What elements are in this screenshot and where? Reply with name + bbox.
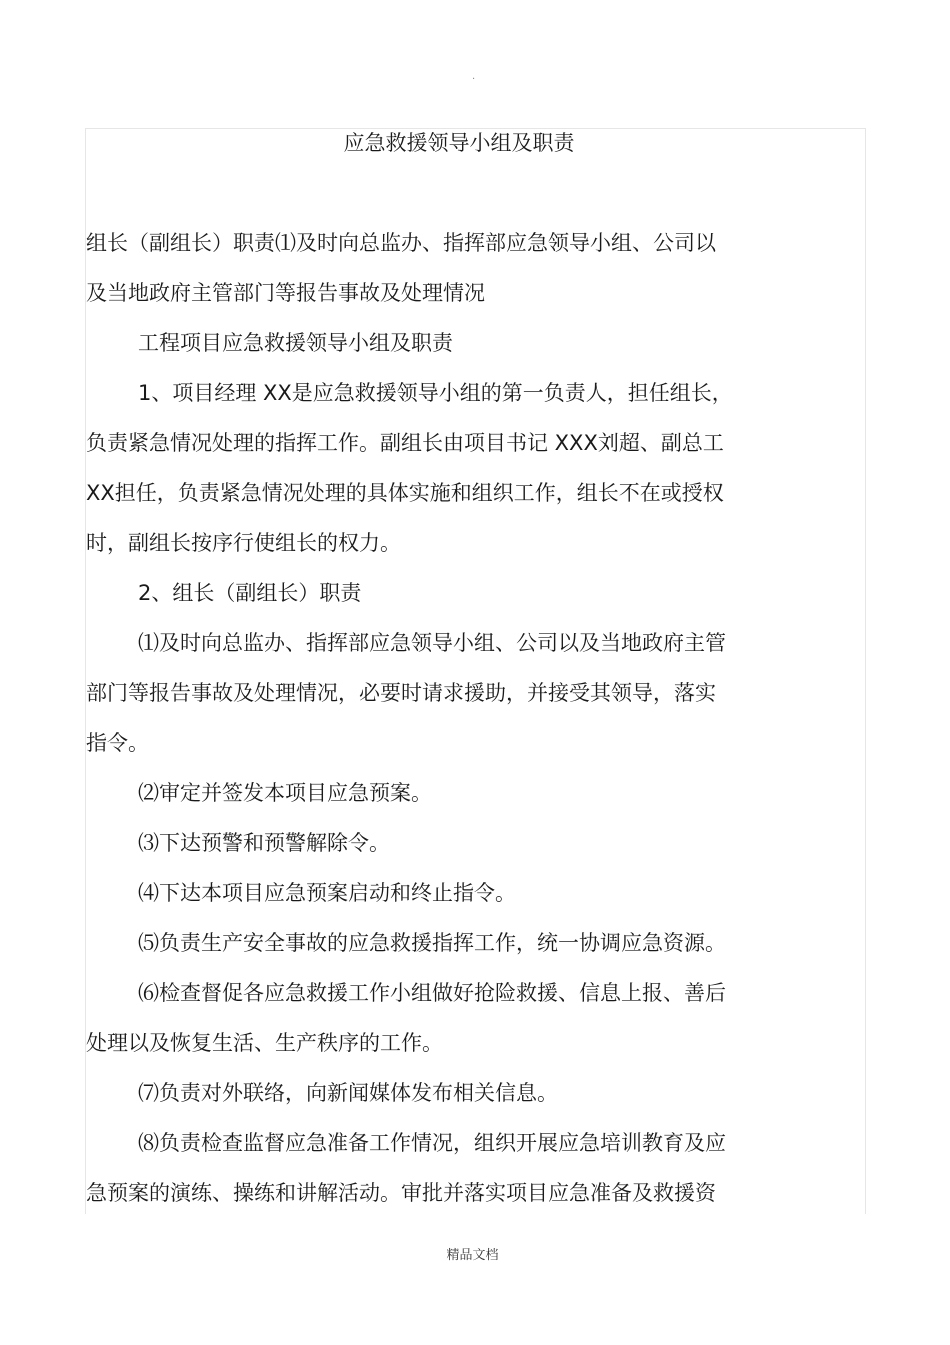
list-item: ⑹检查督促各应急救援工作小组做好抢险救援、信息上报、善后 [138, 981, 726, 1005]
paragraph-line: 及当地政府主管部门等报告事故及处理情况 [86, 281, 485, 305]
list-item: ⑴及时向总监办、指挥部应急领导小组、公司以及当地政府主管 [138, 631, 726, 655]
section-heading: 2、组长（副组长）职责 [138, 581, 362, 605]
list-item: ⑷下达本项目应急预案启动和终止指令。 [138, 881, 516, 905]
list-item: 部门等报告事故及处理情况，必要时请求援助，并接受其领导，落实 [86, 681, 716, 705]
list-item: 处理以及恢复生活、生产秩序的工作。 [86, 1031, 443, 1055]
list-item: ⑵审定并签发本项目应急预案。 [138, 781, 432, 805]
list-item: ⑺负责对外联络，向新闻媒体发布相关信息。 [138, 1081, 558, 1105]
paragraph-line: 1、项目经理 XX是应急救援领导小组的第一负责人，担任组长， [138, 381, 733, 405]
list-item: 指令。 [86, 731, 149, 755]
paragraph-line: XX担任，负责紧急情况处理的具体实施和组织工作，组长不在或授权 [86, 481, 724, 505]
document-title: 应急救援领导小组及职责 [343, 131, 575, 155]
paragraph-line: 负责紧急情况处理的指挥工作。副组长由项目书记 XXX刘超、副总工 [86, 431, 724, 455]
list-item: 急预案的演练、操练和讲解活动。审批并落实项目应急准备及救援资 [86, 1181, 716, 1205]
list-item: ⑻负责检查监督应急准备工作情况，组织开展应急培训教育及应 [138, 1131, 726, 1155]
footer-label: 精品文档 [446, 1248, 499, 1263]
paragraph-line: 组长（副组长）职责⑴及时向总监办、指挥部应急领导小组、公司以 [86, 231, 716, 255]
list-item: ⑶下达预警和预警解除令。 [138, 831, 390, 855]
list-item: ⑸负责生产安全事故的应急救援指挥工作，统一协调应急资源。 [138, 931, 726, 955]
paragraph-line: 时，副组长按序行使组长的权力。 [86, 531, 401, 555]
header-mark: . [472, 71, 476, 82]
section-heading: 工程项目应急救援领导小组及职责 [138, 331, 453, 355]
